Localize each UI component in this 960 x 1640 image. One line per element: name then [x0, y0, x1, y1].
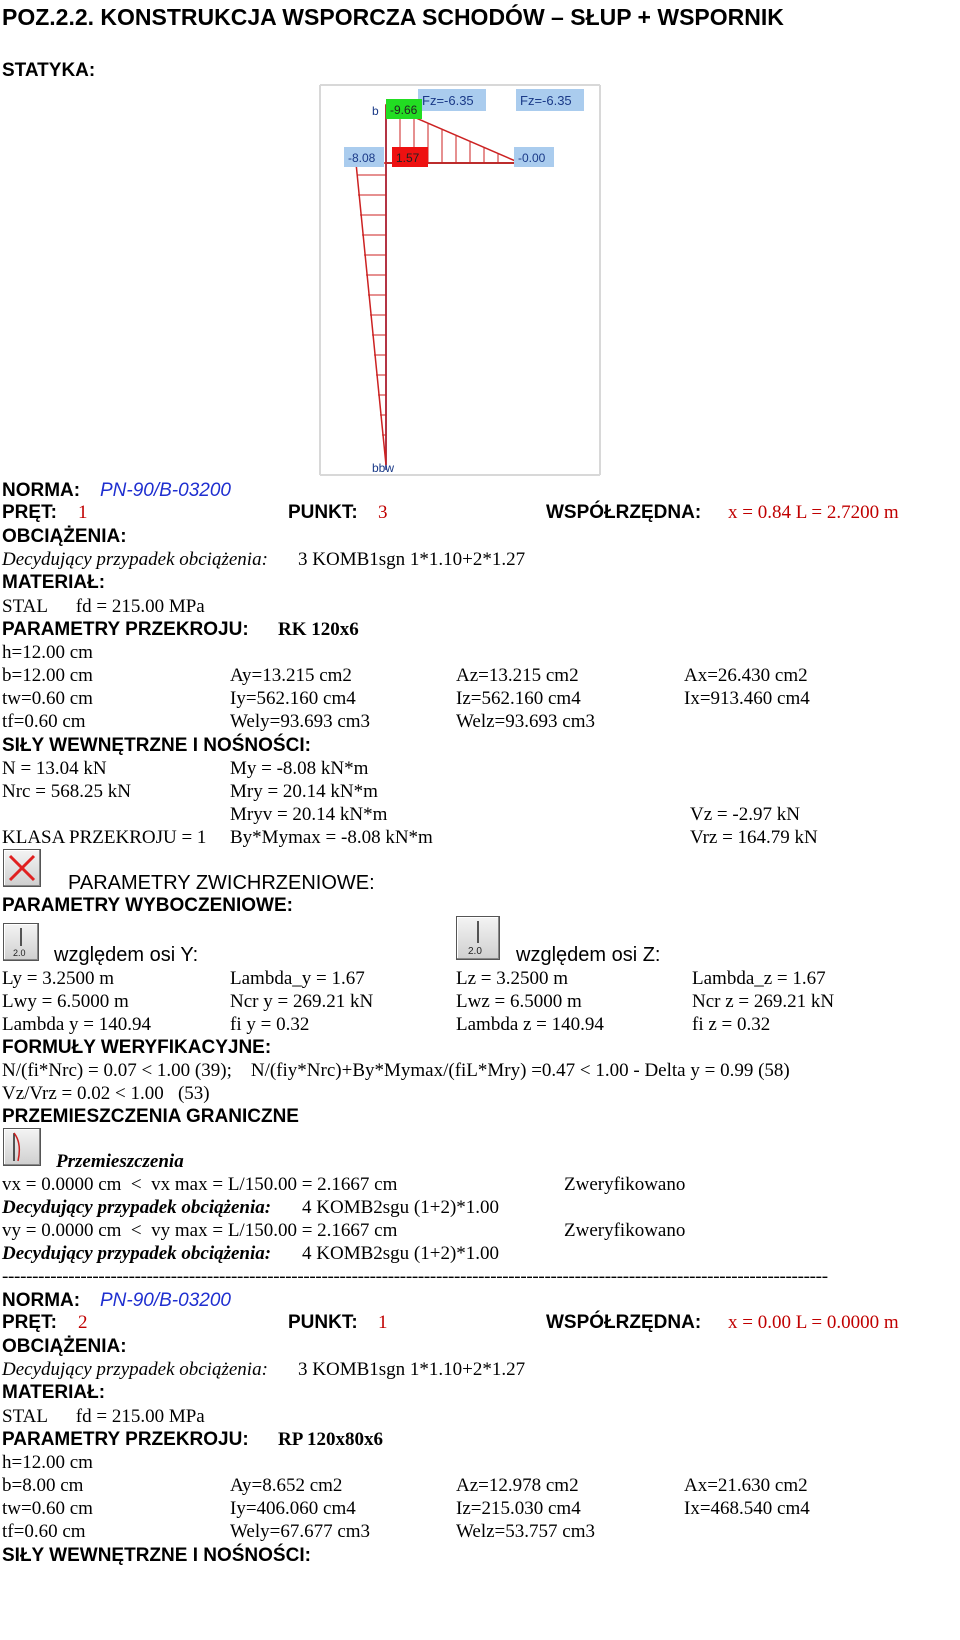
- svg-text:2.0: 2.0: [468, 946, 482, 957]
- section-ix: Ix=913.460 cm4: [684, 688, 810, 709]
- decydujacy-label-3: Decydujący przypadek obciążenia:: [2, 1243, 272, 1264]
- material-label: MATERIAŁ:: [2, 572, 106, 593]
- obciazenia-label-2: OBCIĄŻENIA:: [2, 1336, 127, 1357]
- decydujacy-label: Decydujący przypadek obciążenia:: [2, 549, 268, 570]
- formuly-label: FORMUŁY WERYFIKACYJNE:: [2, 1037, 272, 1058]
- section-h-2: h=12.00 cm: [2, 1452, 93, 1473]
- section-tf: tf=0.60 cm: [2, 711, 86, 732]
- section-welz-2: Welz=53.757 cm3: [456, 1521, 595, 1542]
- separator-line: -----------------------------------------------------------------------------------------------------------------------------------------: [2, 1266, 828, 1287]
- punkt-label-2: PUNKT:: [288, 1312, 358, 1333]
- node-label: b: [372, 104, 379, 118]
- buckling-z-icon[interactable]: [456, 916, 500, 960]
- buckling-ncry: Ncr y = 269.21 kN: [230, 991, 374, 1012]
- material-value: STAL fd = 215.00 MPa: [2, 596, 205, 617]
- pret-value-2: 2: [78, 1312, 88, 1333]
- section-ay-2: Ay=8.652 cm2: [230, 1475, 343, 1496]
- force-vz: Vz = -2.97 kN: [690, 804, 800, 825]
- section-b: b=12.00 cm: [2, 665, 93, 686]
- section-welz: Welz=93.693 cm3: [456, 711, 595, 732]
- zwichrzeniowe-label: PARAMETRY ZWICHRZENIOWE:: [68, 872, 375, 894]
- section-ay: Ay=13.215 cm2: [230, 665, 352, 686]
- pret-label-2: PRĘT:: [2, 1312, 57, 1333]
- displacement-vy: vy = 0.0000 cm < vy max = L/150.00 = 2.1667 cm: [2, 1220, 398, 1241]
- punkt-value-2: 1: [378, 1312, 388, 1333]
- section-iz: Iz=562.160 cm4: [456, 688, 581, 709]
- os-y-label: względem osi Y:: [54, 944, 199, 966]
- norma-value-2: PN-90/B-03200: [100, 1290, 231, 1311]
- przemieszczenia-title: Przemieszczenia: [56, 1151, 184, 1172]
- punkt-value: 3: [378, 502, 388, 523]
- buckling-lambda-y: Lambda_y = 1.67: [230, 968, 365, 989]
- norma-label: NORMA:: [2, 480, 81, 501]
- wspolrzedna-label: WSPÓŁRZĘDNA:: [546, 502, 702, 523]
- klasa-przekroju: KLASA PRZEKROJU = 1: [2, 827, 207, 848]
- buckling-lambdaz: Lambda z = 140.94: [456, 1014, 604, 1035]
- section-h: h=12.00 cm: [2, 642, 93, 663]
- buckling-lambday: Lambda y = 140.94: [2, 1014, 151, 1035]
- lateral-buckling-off-icon[interactable]: [3, 849, 41, 887]
- sily-label-2: SIŁY WEWNĘTRZNE I NOŚNOŚCI:: [2, 1545, 311, 1566]
- material-label-2: MATERIAŁ:: [2, 1382, 106, 1403]
- pret-label: PRĘT:: [2, 502, 57, 523]
- obciazenia-label: OBCIĄŻENIA:: [2, 526, 127, 547]
- displacement-icon[interactable]: [3, 1128, 41, 1166]
- section-az-2: Az=12.978 cm2: [456, 1475, 579, 1496]
- buckling-fiy: fi y = 0.32: [230, 1014, 310, 1035]
- pret-value: 1: [78, 502, 88, 523]
- section-iy-2: Iy=406.060 cm4: [230, 1498, 356, 1519]
- buckling-lz: Lz = 3.2500 m: [456, 968, 569, 989]
- section-wely-2: Wely=67.677 cm3: [230, 1521, 371, 1542]
- section-b-2: b=8.00 cm: [2, 1475, 84, 1496]
- sily-label: SIŁY WEWNĘTRZNE I NOŚNOŚCI:: [2, 735, 311, 756]
- buckling-lwz: Lwz = 6.5000 m: [456, 991, 582, 1012]
- moment-value: 1.57: [396, 151, 420, 165]
- section-tw-2: tw=0.60 cm: [2, 1498, 93, 1519]
- force-nrc: Nrc = 568.25 kN: [2, 781, 131, 802]
- buckling-y-icon[interactable]: [3, 923, 39, 961]
- moment-diagram: [310, 75, 610, 485]
- force-my: My = -8.08 kN*m: [230, 758, 369, 779]
- displacement-vx: vx = 0.0000 cm < vx max = L/150.00 = 2.1667 cm: [2, 1174, 398, 1195]
- section-az: Az=13.215 cm2: [456, 665, 579, 686]
- section-ix-2: Ix=468.540 cm4: [684, 1498, 810, 1519]
- formula-2: Vz/Vrz = 0.02 < 1.00 (53): [2, 1083, 210, 1104]
- page-title: POZ.2.2. KONSTRUKCJA WSPORCZA SCHODÓW – SŁUP + WSPORNIK: [2, 4, 784, 30]
- buckling-ncrz: Ncr z = 269.21 kN: [692, 991, 835, 1012]
- formula-1: N/(fi*Nrc) = 0.07 < 1.00 (39); N/(fiy*Nrc)+By*Mymax/(fiL*Mry) =0.47 < 1.00 - Delta y = 0.99 (58): [2, 1060, 790, 1081]
- column-moment-fill: [356, 163, 386, 465]
- norma-value: PN-90/B-03200: [100, 480, 231, 501]
- buckling-ly: Ly = 3.2500 m: [2, 968, 115, 989]
- wspolrzedna-label-2: WSPÓŁRZĘDNA:: [546, 1312, 702, 1333]
- force-bymy: By*Mymax = -8.08 kN*m: [230, 827, 433, 848]
- force-mry: Mry = 20.14 kN*m: [230, 781, 378, 802]
- buckling-lambda-z: Lambda_z = 1.67: [692, 968, 826, 989]
- section-iy: Iy=562.160 cm4: [230, 688, 356, 709]
- os-z-label: względem osi Z:: [516, 944, 661, 966]
- moment-value: -8.08: [348, 151, 376, 165]
- force-mryv: Mryv = 20.14 kN*m: [230, 804, 388, 825]
- force-label: Fz=-6.35: [422, 93, 474, 108]
- section-ax-2: Ax=21.630 cm2: [684, 1475, 808, 1496]
- wspolrzedna-value-2: x = 0.00 L = 0.0000 m: [728, 1312, 899, 1333]
- statyka-label: STATYKA:: [2, 60, 96, 81]
- decydujacy-label-4: Decydujący przypadek obciążenia:: [2, 1359, 268, 1380]
- section-wely: Wely=93.693 cm3: [230, 711, 371, 732]
- section-tf-2: tf=0.60 cm: [2, 1521, 86, 1542]
- buckling-fiz: fi z = 0.32: [692, 1014, 771, 1035]
- parametry-label-2: PARAMETRY PRZEKROJU:: [2, 1429, 249, 1450]
- force-vrz: Vrz = 164.79 kN: [690, 827, 818, 848]
- svg-text:2.0: 2.0: [13, 948, 26, 958]
- section-tw: tw=0.60 cm: [2, 688, 93, 709]
- przemieszczenia-label: PRZEMIESZCZENIA GRANICZNE: [2, 1106, 299, 1127]
- close-icon: [4, 850, 40, 886]
- decydujacy-value-4: 3 KOMB1sgn 1*1.10+2*1.27: [298, 1359, 526, 1380]
- moment-value: -0.00: [518, 151, 546, 165]
- decydujacy-value: 3 KOMB1sgn 1*1.10+2*1.27: [298, 549, 526, 570]
- wyboczeniowe-label: PARAMETRY WYBOCZENIOWE:: [2, 895, 293, 916]
- zweryfikowano-1: Zweryfikowano: [564, 1174, 686, 1195]
- zweryfikowano-2: Zweryfikowano: [564, 1220, 686, 1241]
- node-label: bbw: [372, 461, 395, 475]
- material-value-2: STAL fd = 215.00 MPa: [2, 1406, 205, 1427]
- parametry-value-2: RP 120x80x6: [278, 1429, 384, 1450]
- parametry-value: RK 120x6: [278, 619, 359, 640]
- section-ax: Ax=26.430 cm2: [684, 665, 808, 686]
- norma-label-2: NORMA:: [2, 1290, 81, 1311]
- parametry-label: PARAMETRY PRZEKROJU:: [2, 619, 249, 640]
- decydujacy-label-2: Decydujący przypadek obciążenia:: [2, 1197, 272, 1218]
- section-iz-2: Iz=215.030 cm4: [456, 1498, 581, 1519]
- punkt-label: PUNKT:: [288, 502, 358, 523]
- buckling-lwy: Lwy = 6.5000 m: [2, 991, 129, 1012]
- decydujacy-value-3: 4 KOMB2sgu (1+2)*1.00: [302, 1243, 500, 1264]
- moment-value: -9.66: [390, 103, 418, 117]
- force-n: N = 13.04 kN: [2, 758, 107, 779]
- decydujacy-value-2: 4 KOMB2sgu (1+2)*1.00: [302, 1197, 500, 1218]
- force-label: Fz=-6.35: [520, 93, 572, 108]
- wspolrzedna-value: x = 0.84 L = 2.7200 m: [728, 502, 899, 523]
